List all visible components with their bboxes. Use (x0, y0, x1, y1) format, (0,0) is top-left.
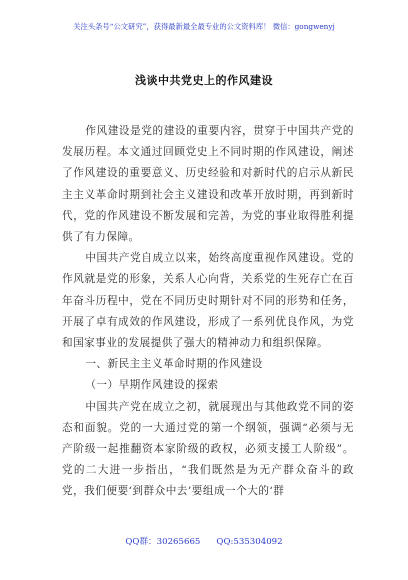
footer-qq-group: QQ群：30265665 (125, 537, 201, 547)
subsection-heading: （一）早期作风建设的探索 (85, 379, 219, 392)
paragraph-abstract: 作风建设是党的建设的重要内容，贯穿于中国共产党的发展历程。本文通过回顾党史上不同时期的作风建设，阐述了作风建设的重要意义、历史经验和对新时代的启示从新民主主义革命时期到社会主义建设和改革开放时期，再到新时代，党的作风建设不断发展和完善，为党的事业取得胜利提供了有力保障。 (62, 125, 354, 244)
footer-qq: QQ:535304092 (216, 537, 283, 547)
footer-contact (0, 535, 408, 547)
document-body (62, 121, 354, 503)
paragraph-early-history: 中国共产党在成立之初，就展现出与其他政党不同的姿态和面貌。党的一大通过党的第一个纲领，强调“必须与无产阶级一起推翻资本家阶级的政权，必须支援工人阶级”。党的二大进一步指出，“我们既然是为无产群众奋斗的政党，我们便要‘到群众中去’要组成一个大的‘群 (62, 400, 354, 498)
page-title: 浅谈中共党史上的作风建设 (135, 74, 273, 87)
paragraph-intro: 中国共产党自成立以来，始终高度重视作风建设。党的作风就是党的形象，关系人心向背，关系党的生死存亡在百年奋斗历程中，党在不同历史时期针对不同的形势和任务，开展了卓有成效的作风建设，形成了一系列优良作风，为党和国家事业的发展提供了强大的精神动力和组织保障。 (62, 252, 354, 350)
section-heading: 一、新民主主义革命时期的作风建设 (85, 358, 263, 371)
header-notice: 关注头条号“公文研究”，获得最新最全最专业的公文资料库！ 微信：gongwenyj (73, 22, 335, 31)
